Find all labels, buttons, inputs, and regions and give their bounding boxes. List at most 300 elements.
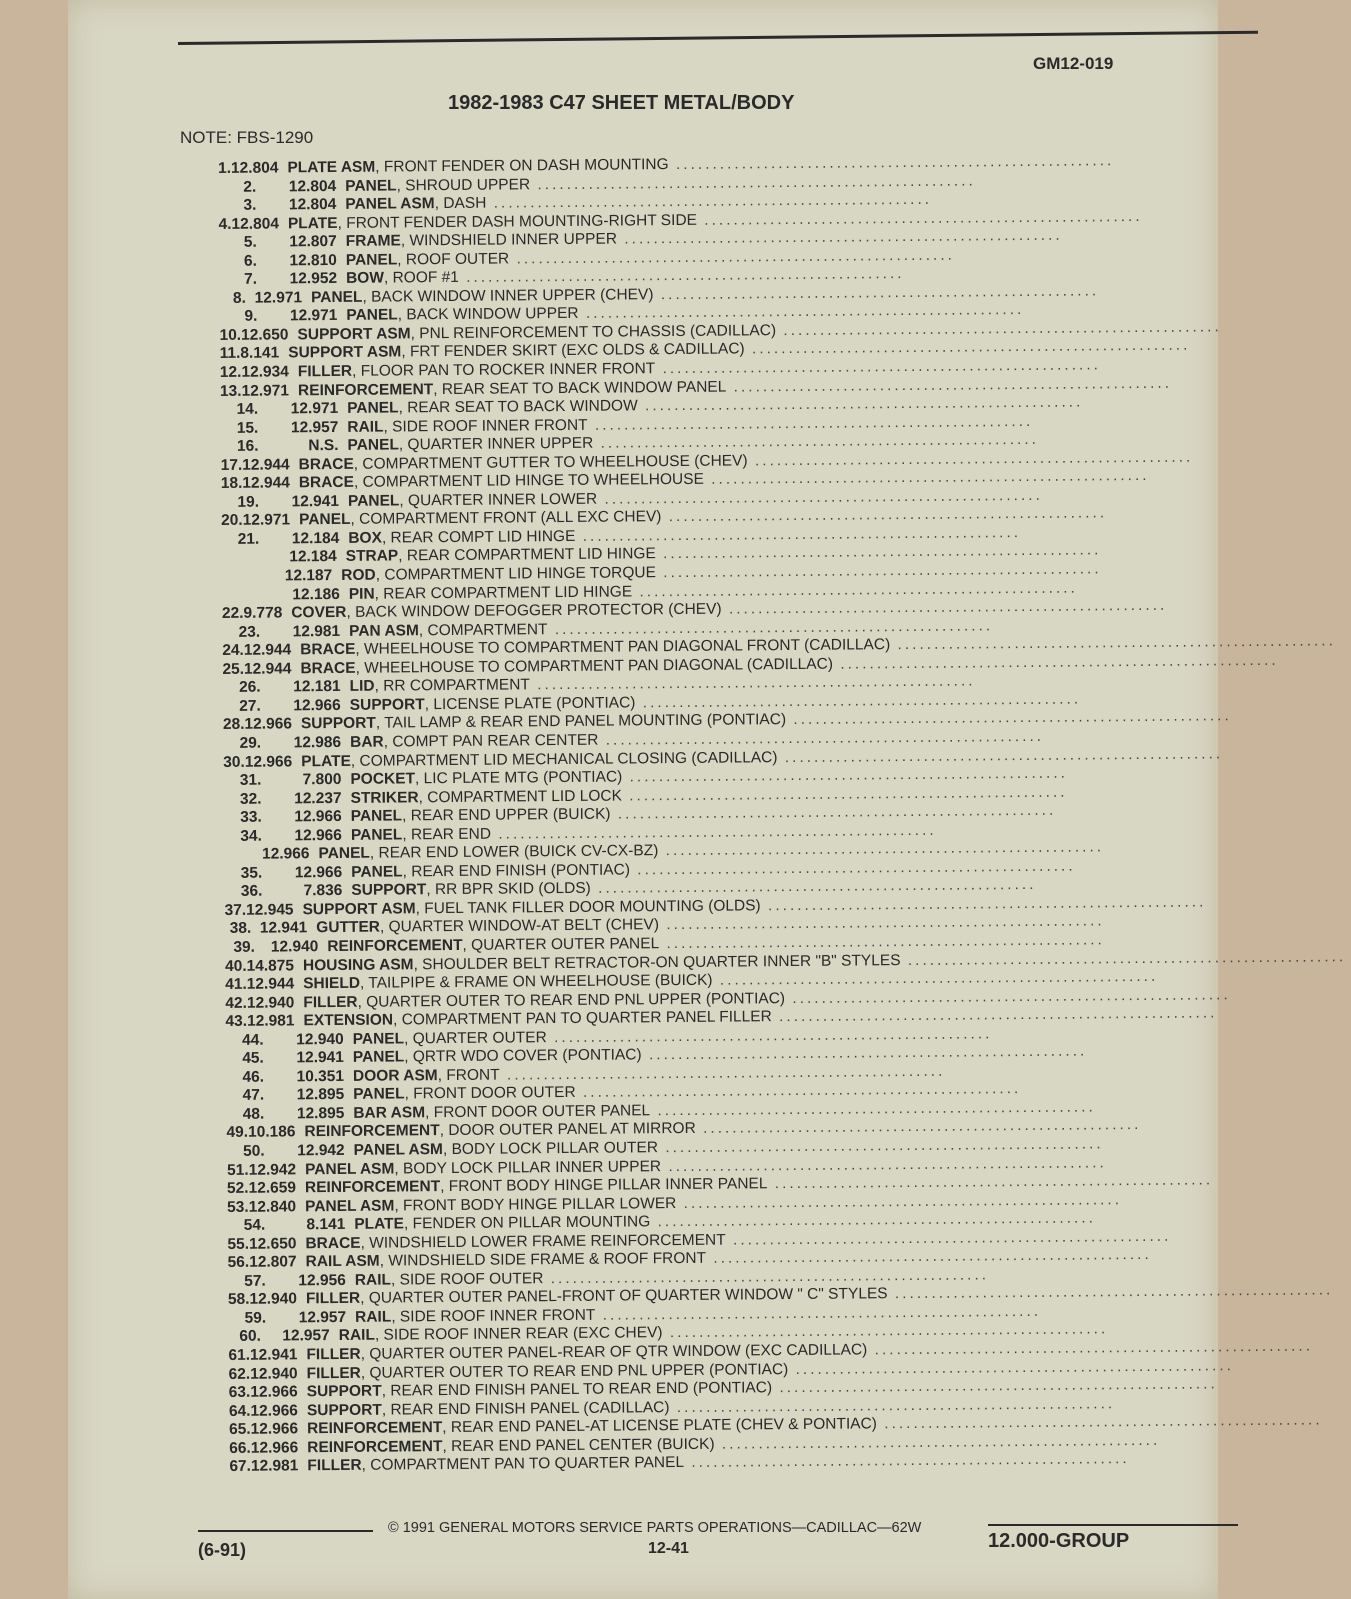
leader-dots: ............................................................ <box>657 1135 1104 1157</box>
part-name: PANEL <box>350 807 403 826</box>
revision-date: (6-91) <box>198 1540 247 1560</box>
doc-code: GM12-019 <box>1033 54 1114 73</box>
part-name: PANEL <box>350 826 403 844</box>
part-name: BRACE <box>305 1234 361 1252</box>
part-name: SUPPORT ASM <box>297 325 411 344</box>
group-code: 12.952 <box>289 270 338 288</box>
leader-dots: ............................................................ <box>867 1337 1314 1359</box>
item-number: 28. <box>222 716 245 734</box>
part-name: REINFORCEMENT <box>327 936 463 956</box>
part-name: PANEL <box>345 251 398 269</box>
part-name: PANEL <box>347 436 399 455</box>
group-code: 12.966 <box>294 808 342 826</box>
part-name: PANEL <box>347 492 400 510</box>
part-detail: , WHEELHOUSE TO COMPARTMENT PAN DIAGONAL (CADILLAC) <box>355 655 834 677</box>
part-name: RAIL <box>338 1327 375 1345</box>
part-detail: , DOOR OUTER PANEL AT MIRROR <box>439 1120 696 1140</box>
leader-dots: ............................................................ <box>547 616 994 638</box>
leader-dots: ............................................................ <box>629 857 1076 879</box>
leader-dots: ............................................................ <box>772 1375 1218 1397</box>
part-detail: , REAR END FINISH PANEL TO REAR END (PONTIAC) <box>381 1379 773 1400</box>
leader-dots: ............................................................ <box>683 1450 1130 1472</box>
catalog-page <box>68 0 1347 1599</box>
leader-dots: ............................................................ <box>597 486 1043 508</box>
leader-dots: ............................................................ <box>775 318 1222 340</box>
leader-dots: ............................................................ <box>655 541 1102 563</box>
leader-dots: ............................................................ <box>721 596 1168 618</box>
part-detail: , RR BPR SKID (OLDS) <box>426 880 591 899</box>
part-name: SUPPORT <box>306 1382 382 1401</box>
group-code: 12.966 <box>250 1383 298 1401</box>
leader-dots: ............................................................ <box>832 651 1279 673</box>
group-code: 12.966 <box>294 863 343 882</box>
note: NOTE: FBS-1290 <box>180 128 314 147</box>
part-detail: , LIC PLATE MTG (PONTIAC) <box>414 768 623 788</box>
item-number: 50. <box>243 1142 265 1160</box>
leader-dots: ............................................................ <box>641 1042 1088 1064</box>
item-number: 9. <box>244 308 258 326</box>
item-number: 19. <box>237 493 260 511</box>
part-name: LID <box>349 677 375 696</box>
part-name: FILLER <box>306 1364 361 1382</box>
group-code: 8.141 <box>240 344 280 363</box>
part-detail: , COMPARTMENT LID HINGE TORQUE <box>375 564 656 584</box>
group-code: 12.934 <box>241 363 289 381</box>
group-code: 10.351 <box>296 1067 345 1086</box>
part-detail: , REAR END LOWER (BUICK CV-CX-BZ) <box>369 842 659 862</box>
part-detail: , BODY LOCK PILLAR INNER UPPER <box>394 1157 662 1178</box>
group-code: 12.981 <box>247 1012 295 1030</box>
group-code: 12.966 <box>250 1439 299 1457</box>
part-name: STRIKER <box>350 788 419 807</box>
item-number: 21. <box>237 530 260 548</box>
leader-dots: ............................................................ <box>668 152 1115 174</box>
part-detail: , FRONT BODY HINGE PILLAR LOWER <box>394 1194 677 1215</box>
item-number: 55. <box>227 1235 250 1253</box>
part-name: BRACE <box>298 455 354 474</box>
group-code: 12.944 <box>246 975 295 993</box>
leader-dots: ............................................................ <box>593 431 1039 452</box>
group-code: 12.659 <box>248 1179 297 1197</box>
part-detail: , FRONT DOOR OUTER <box>404 1084 576 1103</box>
part-name: RAIL ASM <box>305 1252 380 1271</box>
group-code: 12.971 <box>289 307 338 325</box>
leader-dots: ............................................................ <box>777 744 1224 766</box>
leader-dots: ............................................................ <box>876 1411 1323 1433</box>
item-number: 65. <box>229 1420 251 1439</box>
group-code: 12.966 <box>250 1401 298 1420</box>
item-number: 67. <box>229 1458 252 1476</box>
leader-dots: ............................................................ <box>653 282 1100 304</box>
group-code: 12.966 <box>293 696 341 715</box>
part-name: PIN <box>348 585 375 603</box>
parts-list <box>218 152 1347 1476</box>
part-name: SUPPORT <box>349 696 425 714</box>
part-detail: , REAR COMPT LID HINGE <box>381 527 576 547</box>
group-code: 12.945 <box>246 901 294 919</box>
part-detail: , FENDER ON PILLAR MOUNTING <box>403 1213 651 1233</box>
group-code: 12.944 <box>243 641 292 660</box>
item-number: 37. <box>224 901 247 919</box>
group-code: 12.650 <box>241 326 289 344</box>
leader-dots: ............................................................ <box>726 374 1173 396</box>
part-name: PLATE <box>354 1215 405 1234</box>
group-code: 12.940 <box>250 1364 298 1383</box>
page-number: 12-41 <box>648 1540 689 1557</box>
item-number: 61. <box>228 1346 251 1364</box>
leader-dots: ............................................................ <box>546 1024 993 1046</box>
group-code: 12.895 <box>296 1086 345 1104</box>
item-number: 30. <box>223 753 245 771</box>
item-number: 2. <box>243 178 257 196</box>
group-code: 12.942 <box>297 1141 345 1160</box>
part-name: SHIELD <box>303 974 361 993</box>
leader-dots: ............................................................ <box>632 579 1078 600</box>
part-name: PLATE ASM <box>287 158 376 177</box>
part-detail: , BACK WINDOW INNER UPPER (CHEV) <box>362 286 654 306</box>
part-name: SUPPORT <box>351 881 427 900</box>
item-number: 11. <box>219 345 241 363</box>
leader-dots: ............................................................ <box>725 1227 1172 1249</box>
group-code: 12.807 <box>289 233 337 251</box>
group-code: 12.944 <box>243 660 292 678</box>
item-number: 6. <box>243 252 257 270</box>
part-detail: , ROOF OUTER <box>397 250 510 269</box>
part-detail: , BODY LOCK PILLAR OUTER <box>442 1139 659 1159</box>
part-name: RAIL <box>347 418 384 436</box>
part-name: REINFORCEMENT <box>304 1178 441 1197</box>
part-name: PLATE <box>287 214 338 233</box>
part-detail: , COMPARTMENT PAN TO QUARTER PANEL <box>361 1454 685 1475</box>
item-number: 18. <box>220 475 243 493</box>
group-code: 12.941 <box>259 919 308 938</box>
part-detail: , REAR SEAT TO BACK WINDOW PANEL <box>433 378 727 398</box>
item-number: 27. <box>239 697 261 715</box>
part-name: FILLER <box>303 993 358 1011</box>
leader-dots: ............................................................ <box>655 356 1101 378</box>
part-detail: , QUARTER WINDOW-AT BELT (CHEV) <box>379 916 660 937</box>
item-number: 34. <box>240 827 262 845</box>
group-code: 12.804 <box>231 215 279 233</box>
part-detail: , COMPARTMENT LID MECHANICAL CLOSING (CADILLAC) <box>350 748 778 770</box>
group-label: 12.000-GROUP <box>988 1530 1130 1552</box>
part-detail: , COMPT PAN REAR CENTER <box>383 731 599 751</box>
part-name: REINFORCEMENT <box>307 1437 443 1457</box>
part-name: BAR ASM <box>353 1104 426 1122</box>
page-title: 1982-1983 C47 SHEET METAL/BODY <box>448 92 795 114</box>
footer-rule-left <box>198 1530 373 1532</box>
group-code: 8.141 <box>306 1216 346 1234</box>
item-number: 1. <box>218 159 232 177</box>
group-code: 12.940 <box>296 1030 344 1049</box>
group-code: 12.957 <box>298 1308 347 1327</box>
leader-dots: ............................................................ <box>616 226 1063 248</box>
part-name: REINFORCEMENT <box>306 1419 443 1438</box>
group-code: 12.650 <box>248 1235 297 1253</box>
leader-dots: ............................................................ <box>900 947 1347 969</box>
group-code: 12.186 <box>292 585 340 603</box>
group-code: 12.941 <box>291 492 340 511</box>
part-name: BRACE <box>300 641 356 659</box>
item-number: 52. <box>226 1179 249 1198</box>
leader-dots: ............................................................ <box>771 1004 1218 1026</box>
part-name: PLATE <box>301 752 351 770</box>
group-code: 12.940 <box>270 938 319 956</box>
item-number: 48. <box>242 1105 265 1123</box>
part-detail: , SIDE ROOF INNER REAR (EXC CHEV) <box>374 1324 663 1345</box>
leader-dots: ............................................................ <box>784 985 1231 1007</box>
part-detail: , REAR COMPARTMENT LID HINGE <box>398 545 656 565</box>
item-number: 58. <box>227 1291 250 1309</box>
item-number: 46. <box>242 1068 265 1086</box>
part-detail: , SIDE ROOF OUTER <box>390 1270 544 1289</box>
part-detail: , PNL REINFORCEMENT TO CHASSIS (CADILLAC) <box>410 322 777 343</box>
group-code: 12.971 <box>290 400 339 418</box>
leader-dots: ............................................................ <box>696 207 1143 229</box>
leader-dots: ............................................................ <box>747 448 1194 470</box>
item-number: 39. <box>233 938 256 956</box>
item-number: 47. <box>242 1086 265 1105</box>
item-number: 49. <box>226 1124 249 1142</box>
part-detail: , QUARTER INNER LOWER <box>399 490 598 510</box>
part-name: REINFORCEMENT <box>304 1122 440 1141</box>
part-detail: , FUEL TANK FILLER DOOR MOUNTING (OLDS) <box>415 897 761 918</box>
item-number: 60. <box>239 1328 262 1346</box>
item-number: 14. <box>236 400 259 418</box>
part-name: FILLER <box>305 1290 361 1308</box>
item-number: 26. <box>238 678 261 697</box>
part-name: GUTTER <box>316 919 381 937</box>
item-number: 66. <box>229 1439 251 1457</box>
part-name: ROD <box>341 566 376 584</box>
leader-dots: ............................................................ <box>635 690 1082 712</box>
part-name: POCKET <box>350 770 416 788</box>
group-code: 12.966 <box>244 752 293 771</box>
part-detail: , BACK WINDOW UPPER <box>397 305 579 324</box>
part-detail: , FLOOR PAN TO ROCKER INNER FRONT <box>352 360 656 380</box>
item-number: 20. <box>221 512 243 530</box>
item-number: 12. <box>219 363 242 382</box>
part-detail: , REAR END <box>402 825 492 844</box>
group-code: 12.804 <box>288 196 337 214</box>
leader-dots: ............................................................ <box>610 801 1057 823</box>
leader-dots: ............................................................ <box>637 393 1084 415</box>
part-detail: , QUARTER OUTER PANEL-FRONT OF QUARTER WINDOW " C" STYLES <box>360 1285 888 1308</box>
part-detail: , REAR END FINISH (PONTIAC) <box>402 861 631 881</box>
part-name: PANEL ASM <box>305 1160 395 1178</box>
leader-dots: ............................................................ <box>598 727 1045 749</box>
group-code: 7.800 <box>302 770 342 789</box>
group-code: 12.944 <box>242 474 290 493</box>
part-name: PANEL <box>318 844 370 863</box>
leader-dots: ............................................................ <box>786 707 1232 729</box>
part-name: SUPPORT ASM <box>288 343 402 362</box>
leader-dots: ............................................................ <box>669 1394 1116 1416</box>
part-detail: , QUARTER OUTER PANEL-REAR OF QTR WINDOW (EXC CADILLAC) <box>360 1341 868 1363</box>
part-name: PANEL <box>345 176 397 195</box>
leader-dots: ............................................................ <box>578 301 1025 323</box>
item-number: 43. <box>225 1012 248 1031</box>
item-number: 33. <box>240 808 262 826</box>
part-name: HOUSING ASM <box>302 955 414 974</box>
item-number: 23. <box>238 623 261 641</box>
part-name: REINFORCEMENT <box>297 380 434 399</box>
part-detail: , SIDE ROOF INNER FRONT <box>391 1306 596 1326</box>
item-number: 7. <box>244 270 258 289</box>
part-name: PANEL <box>352 1048 405 1067</box>
part-name: RAIL <box>355 1308 392 1326</box>
group-code: 12.840 <box>248 1197 297 1216</box>
part-detail: , FRT FENDER SKIRT (EXC OLDS & CADILLAC) <box>401 340 745 361</box>
leader-dots: ............................................................ <box>712 967 1159 989</box>
part-name: PANEL <box>346 306 398 325</box>
part-detail: , LICENSE PLATE (PONTIAC) <box>424 694 636 714</box>
leader-dots: ............................................................ <box>760 893 1207 915</box>
group-code: 12.810 <box>289 251 337 270</box>
group-code: 12.986 <box>293 733 342 752</box>
leader-dots: ............................................................ <box>650 1209 1097 1231</box>
part-detail: , QUARTER OUTER PANEL <box>462 935 660 954</box>
item-number: 42. <box>225 994 247 1012</box>
part-detail: , WINDSHIELD LOWER FRAME REINFORCEMENT <box>360 1231 726 1252</box>
leader-dots: ............................................................ <box>658 838 1105 860</box>
part-name: FILLER <box>306 1345 361 1364</box>
group-code: 12.981 <box>292 622 341 641</box>
item-number: 22. <box>221 604 244 623</box>
leader-dots: ............................................................ <box>655 560 1102 582</box>
part-detail: , WINDSHIELD INNER UPPER <box>400 230 618 250</box>
group-code: 12.807 <box>249 1253 297 1272</box>
leader-dots: ............................................................ <box>486 190 933 212</box>
part-name: PANEL ASM <box>345 195 435 213</box>
part-detail: , REAR END UPPER (BUICK) <box>402 805 611 825</box>
top-rule <box>178 31 1258 45</box>
part-detail: , SHROUD UPPER <box>396 175 531 194</box>
group-code: 12.971 <box>254 289 303 307</box>
part-name: FILLER <box>307 1457 362 1475</box>
leader-dots: ............................................................ <box>705 1246 1152 1268</box>
item-number: 8. <box>232 289 246 307</box>
part-detail: , FRONT <box>437 1066 500 1084</box>
part-name: PANEL <box>353 1085 405 1104</box>
group-code: 12.966 <box>250 1420 299 1438</box>
leader-dots: ............................................................ <box>575 523 1022 545</box>
part-name: PANEL <box>310 288 363 307</box>
leader-dots: ............................................................ <box>714 1431 1161 1453</box>
item-number: 62. <box>228 1365 251 1383</box>
footer-rule-right <box>988 1524 1238 1526</box>
leader-dots: ............................................................ <box>530 171 976 193</box>
leader-dots: ............................................................ <box>622 764 1069 786</box>
group-code: 12.184 <box>291 529 340 548</box>
part-detail: , REAR SEAT TO BACK WINDOW <box>398 397 638 417</box>
group-code: 12.804 <box>288 177 337 195</box>
part-detail: , DASH <box>434 194 487 213</box>
item-number: 64. <box>228 1402 251 1420</box>
item-number: 17. <box>220 456 243 474</box>
part-detail: , WINDSHIELD SIDE FRAME & ROOF FRONT <box>379 1250 707 1270</box>
leader-dots: ............................................................ <box>529 672 976 694</box>
part-detail: , REAR END PANEL-AT LICENSE PLATE (CHEV & PONTIAC) <box>442 1415 877 1437</box>
item-number: 45. <box>242 1049 264 1068</box>
part-detail: , REAR END PANEL CENTER (BUICK) <box>442 1435 715 1455</box>
part-name: SUPPORT <box>300 715 376 733</box>
item-number: 63. <box>228 1383 251 1402</box>
part-name: EXTENSION <box>303 1011 394 1030</box>
group-code: 12.956 <box>298 1271 346 1290</box>
part-detail: , FRONT FENDER ON DASH MOUNTING <box>375 156 669 176</box>
leader-dots: ............................................................ <box>658 912 1105 934</box>
leader-dots: ............................................................ <box>458 265 905 287</box>
part-detail: , QUARTER OUTER <box>403 1028 547 1048</box>
leader-dots: ............................................................ <box>661 1153 1107 1175</box>
leader-dots: ............................................................ <box>590 876 1037 898</box>
item-number: 31. <box>239 771 262 789</box>
item-number: 41. <box>225 975 247 994</box>
group-code: 12.942 <box>248 1160 297 1179</box>
part-name: SUPPORT ASM <box>302 900 416 919</box>
part-name: PANEL <box>352 1030 405 1048</box>
item-number: 44. <box>242 1031 264 1049</box>
item-number: 25. <box>222 660 245 678</box>
group-code: 12.941 <box>296 1049 344 1067</box>
group-code: 12.966 <box>244 715 292 734</box>
group-code: 12.181 <box>293 678 341 696</box>
part-detail: , WHEELHOUSE TO COMPARTMENT PAN DIAGONAL FRONT (CADILLAC) <box>355 636 891 659</box>
group-code: 12.957 <box>282 1327 330 1345</box>
group-code: 12.966 <box>294 826 342 845</box>
group-code: 7.836 <box>303 882 343 900</box>
item-number: 40. <box>224 957 247 975</box>
part-detail: , QUARTER OUTER TO REAR END PNL UPPER (PONTIAC) <box>360 1360 789 1382</box>
part-detail: , REAR END FINISH PANEL (CADILLAC) <box>381 1398 670 1419</box>
leader-dots: ............................................................ <box>659 931 1105 953</box>
item-number: 15. <box>236 419 259 437</box>
part-detail: , QUARTER INNER UPPER <box>398 434 594 454</box>
group-code: 12.971 <box>241 381 290 400</box>
item-number: 35. <box>240 864 263 882</box>
leader-dots: ............................................................ <box>662 1320 1109 1342</box>
part-name: FILLER <box>297 362 353 381</box>
part-detail: , QRTR WDO COVER (PONTIAC) <box>404 1046 642 1066</box>
item-number: 57. <box>244 1272 266 1290</box>
item-number: 38. <box>229 920 252 938</box>
leader-dots: ............................................................ <box>887 1281 1334 1303</box>
part-name: BRACE <box>300 659 356 678</box>
item-number: 51. <box>227 1161 249 1179</box>
leader-dots: ............................................................ <box>499 1062 946 1084</box>
group-code: 12.940 <box>246 993 295 1012</box>
item-number: 4. <box>218 215 232 233</box>
part-name: PANEL ASM <box>353 1141 443 1159</box>
part-detail: , RR COMPARTMENT <box>374 676 530 695</box>
leader-dots: ............................................................ <box>543 1266 990 1288</box>
group-code: 12.966 <box>261 845 310 863</box>
item-number: 56. <box>227 1254 250 1272</box>
item-number: 36. <box>240 882 263 901</box>
part-detail: , SHOULDER BELT RETRACTOR-ON QUARTER INNER "B" STYLES <box>413 951 901 973</box>
group-code: 12.944 <box>242 456 290 474</box>
leader-dots: ............................................................ <box>587 412 1034 434</box>
part-name: STRAP <box>345 547 399 566</box>
part-detail: , BACK WINDOW DEFOGGER PROTECTOR (CHEV) <box>346 600 722 622</box>
part-detail: , TAILPIPE & FRAME ON WHEELHOUSE (BUICK) <box>359 971 713 992</box>
leader-dots: ............................................................ <box>703 467 1150 489</box>
item-number: 29. <box>239 734 262 752</box>
part-name: DOOR ASM <box>352 1066 438 1085</box>
group-code: 12.957 <box>290 418 339 437</box>
item-number: 3. <box>243 196 257 214</box>
